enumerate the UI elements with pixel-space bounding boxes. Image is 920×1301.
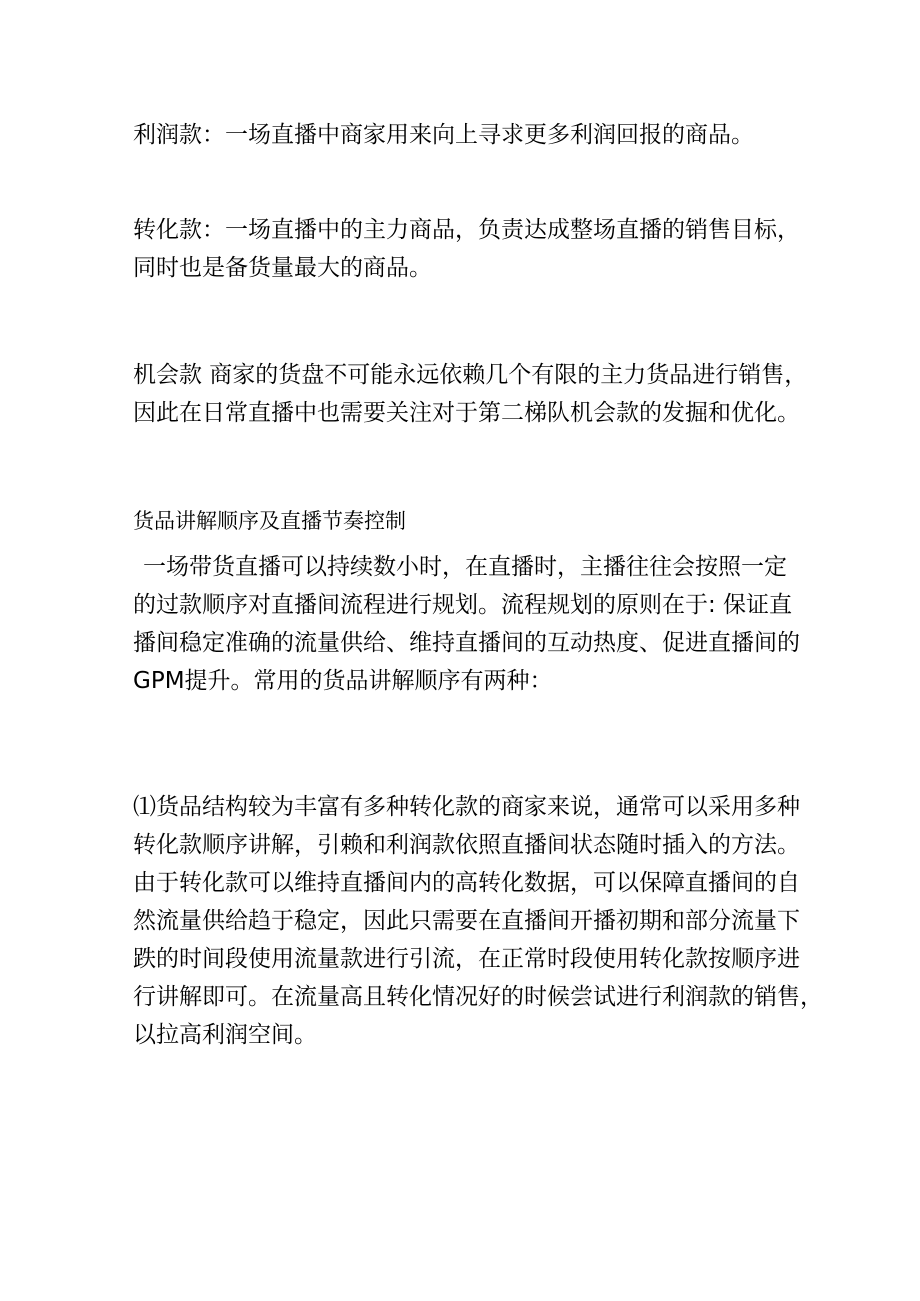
text-line: 转化款顺序讲解，引赖和利润款依照直播间状态随时插入的方法。 bbox=[133, 832, 800, 858]
text-line: 转化款：一场直播中的主力商品，负责达成整场直播的销售目标， bbox=[133, 217, 800, 243]
text-line: 跌的时间段使用流量款进行引流，在正常时段使用转化款按顺序进 bbox=[133, 946, 800, 972]
text-line: 利润款：一场直播中商家用来向上寻求更多利润回报的商品。 bbox=[133, 122, 754, 148]
text-line: 行讲解即可。在流量高且转化情况好的时候尝试进行利润款的销售， bbox=[133, 984, 823, 1010]
text-line: 的过款顺序对直播间流程进行规划。流程规划的原则在于: 保证直 bbox=[133, 592, 793, 618]
paragraph-opportunity-item bbox=[133, 356, 813, 432]
section-heading: 货品讲解顺序及直播节奏控制 bbox=[133, 509, 406, 533]
paragraph-method-one bbox=[133, 788, 823, 1054]
text-line: 机会款 商家的货盘不可能永远依赖几个有限的主力货品进行销售， bbox=[133, 362, 808, 388]
text-line: 一场带货直播可以持续数小时，在直播时，主播往往会按照一定 bbox=[143, 554, 787, 580]
text-line: GPM提升。常用的货品讲解顺序有两种： bbox=[133, 668, 553, 694]
text-line: 播间稳定准确的流量供给、维持直播间的互动热度、促进直播间的 bbox=[133, 630, 800, 656]
text-line: 同时也是备货量最大的商品。 bbox=[133, 255, 432, 281]
text-line: 因此在日常直播中也需要关注对于第二梯队机会款的发掘和优化。 bbox=[133, 400, 800, 426]
paragraph-conversion-item bbox=[133, 211, 813, 287]
paragraph-explanation-order bbox=[133, 548, 813, 700]
text-line: ⑴货品结构较为丰富有多种转化款的商家来说，通常可以采用多种 bbox=[133, 794, 800, 820]
paragraph-profit-item bbox=[133, 116, 813, 154]
text-line: 由于转化款可以维持直播间内的高转化数据，可以保障直播间的自 bbox=[133, 870, 800, 896]
text-line: 然流量供给趋于稳定，因此只需要在直播间开播初期和部分流量下 bbox=[133, 908, 800, 934]
text-line: 以拉高利润空间。 bbox=[133, 1022, 317, 1048]
